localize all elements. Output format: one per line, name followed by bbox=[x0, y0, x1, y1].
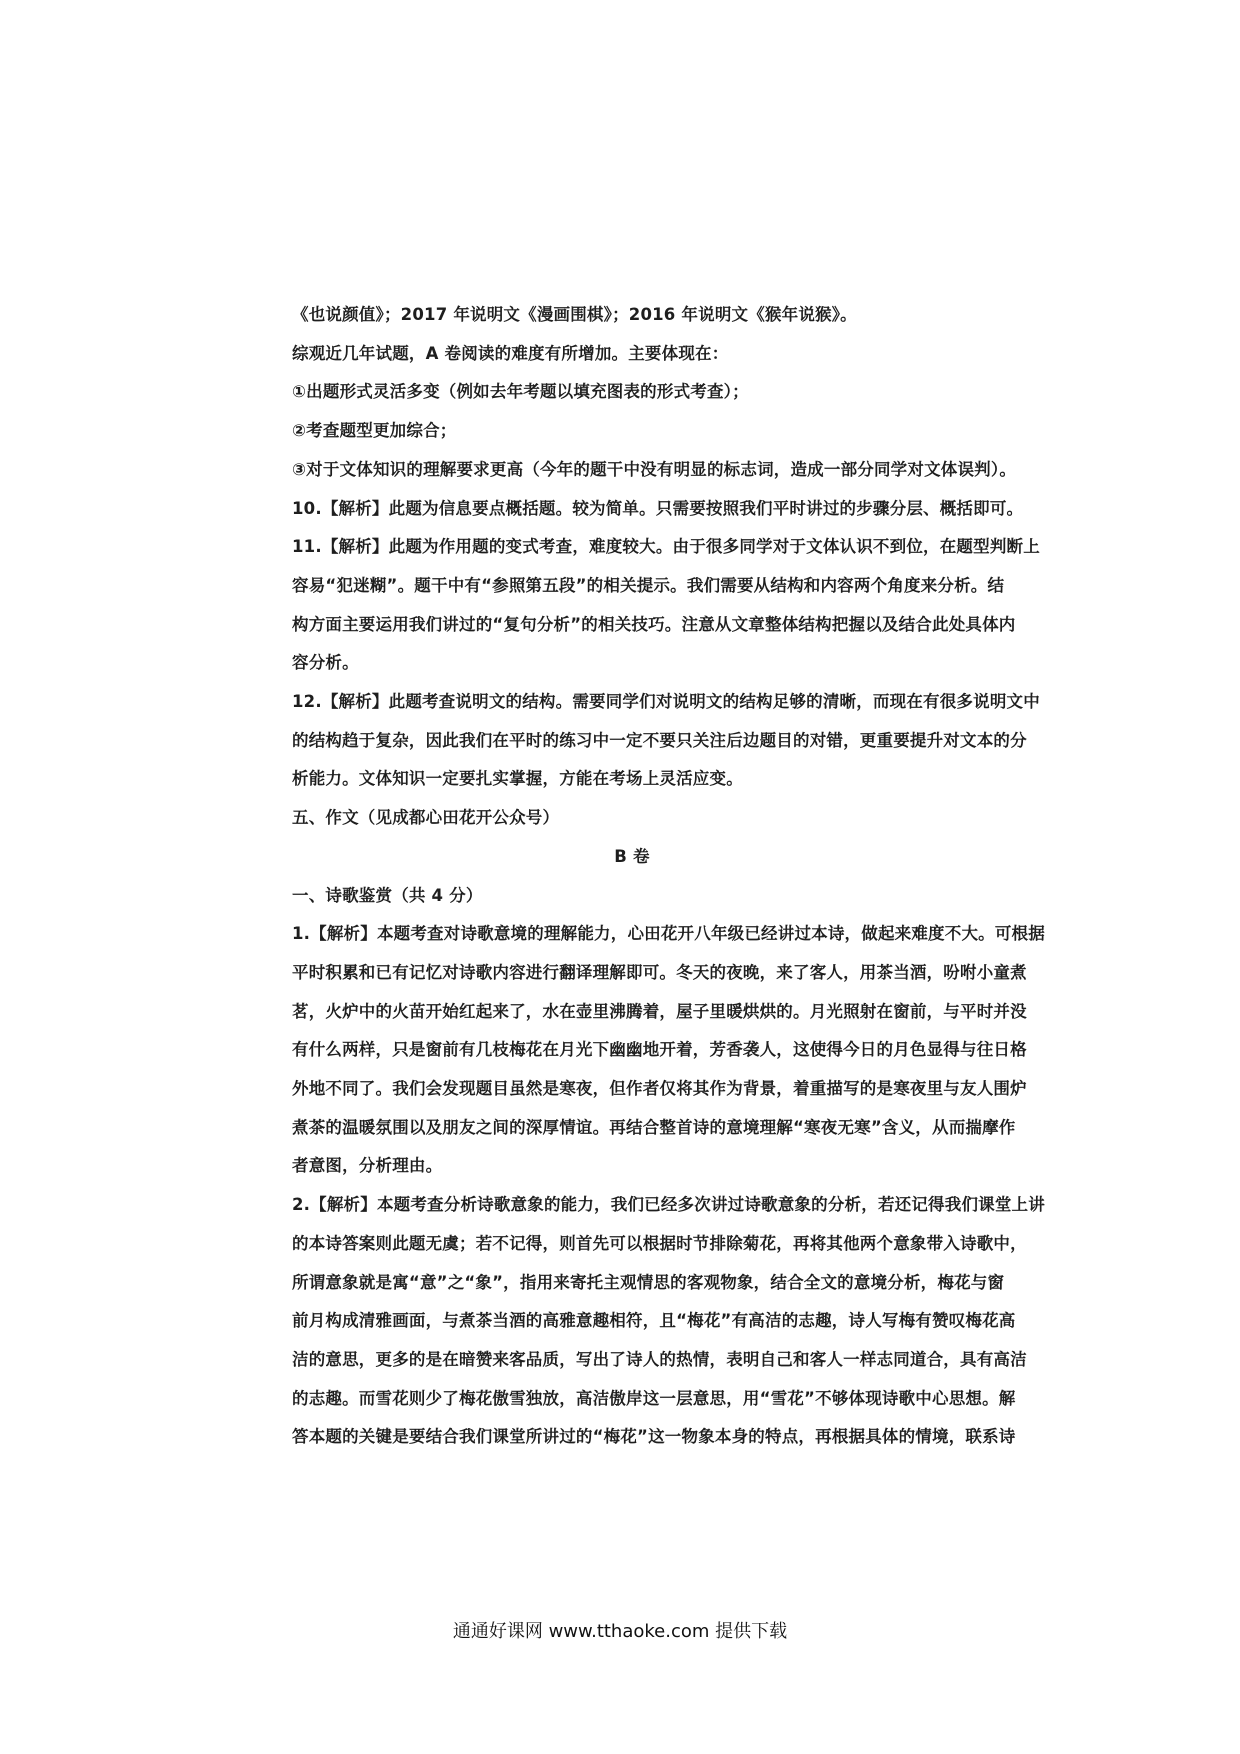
text-line: 有什么两样，只是窗前有几枝梅花在月光下幽幽地开着，芳香袭人，这使得今日的月色显得与往日格 bbox=[292, 1040, 1027, 1060]
text-line: 前月构成清雅画面，与煮茶当酒的高雅意趣相符，且“梅花”有高洁的志趣，诗人写梅有赞叹梅花高 bbox=[292, 1311, 1016, 1331]
section-title: B 卷 bbox=[614, 846, 650, 866]
text-line: 所谓意象就是寓“意”之“象”，指用来寄托主观情思的客观物象，结合全文的意境分析，梅花与窗 bbox=[292, 1272, 1005, 1292]
text-line: 容分析。 bbox=[292, 653, 359, 673]
text-line: 12.【解析】此题考查说明文的结构。需要同学们对说明文的结构足够的清晰，而现在有很多说明文中 bbox=[292, 692, 1040, 712]
text-line: 的志趣。而雪花则少了梅花傲雪独放，高洁傲岸这一层意思，用“雪花”不够体现诗歌中心思想。解 bbox=[292, 1388, 1016, 1408]
text-line: 析能力。文体知识一定要扎实掌握，方能在考场上灵活应变。 bbox=[292, 769, 743, 789]
text-line: 的本诗答案则此题无虞；若不记得，则首先可以根据时节排除菊花，再将其他两个意象带入诗歌中， bbox=[292, 1233, 1027, 1253]
text-line: 外地不同了。我们会发现题目虽然是寒夜，但作者仅将其作为背景，着重描写的是寒夜里与友人围炉 bbox=[292, 1079, 1027, 1099]
section-heading: 五、作文（见成都心田花开公众号） bbox=[292, 808, 560, 828]
text-line: 煮茶的温暖氛围以及朋友之间的深厚情谊。再结合整首诗的意境理解“寒夜无寒”含义，从而揣摩作 bbox=[292, 1117, 1016, 1137]
text-line: ②考查题型更加综合； bbox=[292, 421, 457, 441]
text-line: ③对于文体知识的理解要求更高（今年的题干中没有明显的标志词，造成一部分同学对文体误判）。 bbox=[292, 459, 1017, 479]
section-heading: 一、诗歌鉴赏（共 4 分） bbox=[292, 885, 483, 905]
text-line: 构方面主要运用我们讲过的“复句分析”的相关技巧。注意从文章整体结构把握以及结合此处具体内 bbox=[292, 614, 1016, 634]
text-line: 茗，火炉中的火苗开始红起来了，水在壶里沸腾着，屋子里暖烘烘的。月光照射在窗前，与平时并没 bbox=[292, 1001, 1027, 1021]
text-line: 答本题的关键是要结合我们课堂所讲过的“梅花”这一物象本身的特点，再根据具体的情境，联系诗 bbox=[292, 1427, 1016, 1447]
text-line: 者意图，分析理由。 bbox=[292, 1156, 443, 1176]
text-line: 的结构趋于复杂，因此我们在平时的练习中一定不要只关注后边题目的对错，更重要提升对文本的分 bbox=[292, 730, 1027, 750]
text-line: 10.【解析】此题为信息要点概括题。较为简单。只需要按照我们平时讲过的步骤分层、概括即可。 bbox=[292, 498, 1024, 518]
text-line: 11.【解析】此题为作用题的变式考查，难度较大。由于很多同学对于文体认识不到位，在题型判断上 bbox=[292, 537, 1040, 557]
text-line: 1.【解析】本题考查对诗歌意境的理解能力，心田花开八年级已经讲过本诗，做起来难度不大。可根据 bbox=[292, 924, 1045, 944]
text-line: 洁的意思，更多的是在暗赞来客品质，写出了诗人的热情，表明自己和客人一样志同道合，具有高洁 bbox=[292, 1349, 1027, 1369]
text-line: 平时积累和已有记忆对诗歌内容进行翻译理解即可。冬天的夜晚，来了客人，用茶当酒，吩咐小童煮 bbox=[292, 962, 1027, 982]
document-body bbox=[292, 296, 1045, 1457]
text-line: ①出题形式灵活多变（例如去年考题以填充图表的形式考查）； bbox=[292, 382, 749, 402]
text-line: 综观近几年试题，A 卷阅读的难度有所增加。主要体现在： bbox=[292, 343, 729, 363]
text-line: 容易“犯迷糊”。题干中有“参照第五段”的相关提示。我们需要从结构和内容两个角度来分析。结 bbox=[292, 575, 1005, 595]
text-line: 《也说颜值》；2017 年说明文《漫画围棋》；2016 年说明文《猴年说猴》。 bbox=[292, 305, 857, 324]
text-line: 2.【解析】本题考查分析诗歌意象的能力，我们已经多次讲过诗歌意象的分析，若还记得我们课堂上讲 bbox=[292, 1195, 1045, 1215]
footer-text: 通通好课网 www.tthaoke.com 提供下载 bbox=[452, 1621, 788, 1642]
